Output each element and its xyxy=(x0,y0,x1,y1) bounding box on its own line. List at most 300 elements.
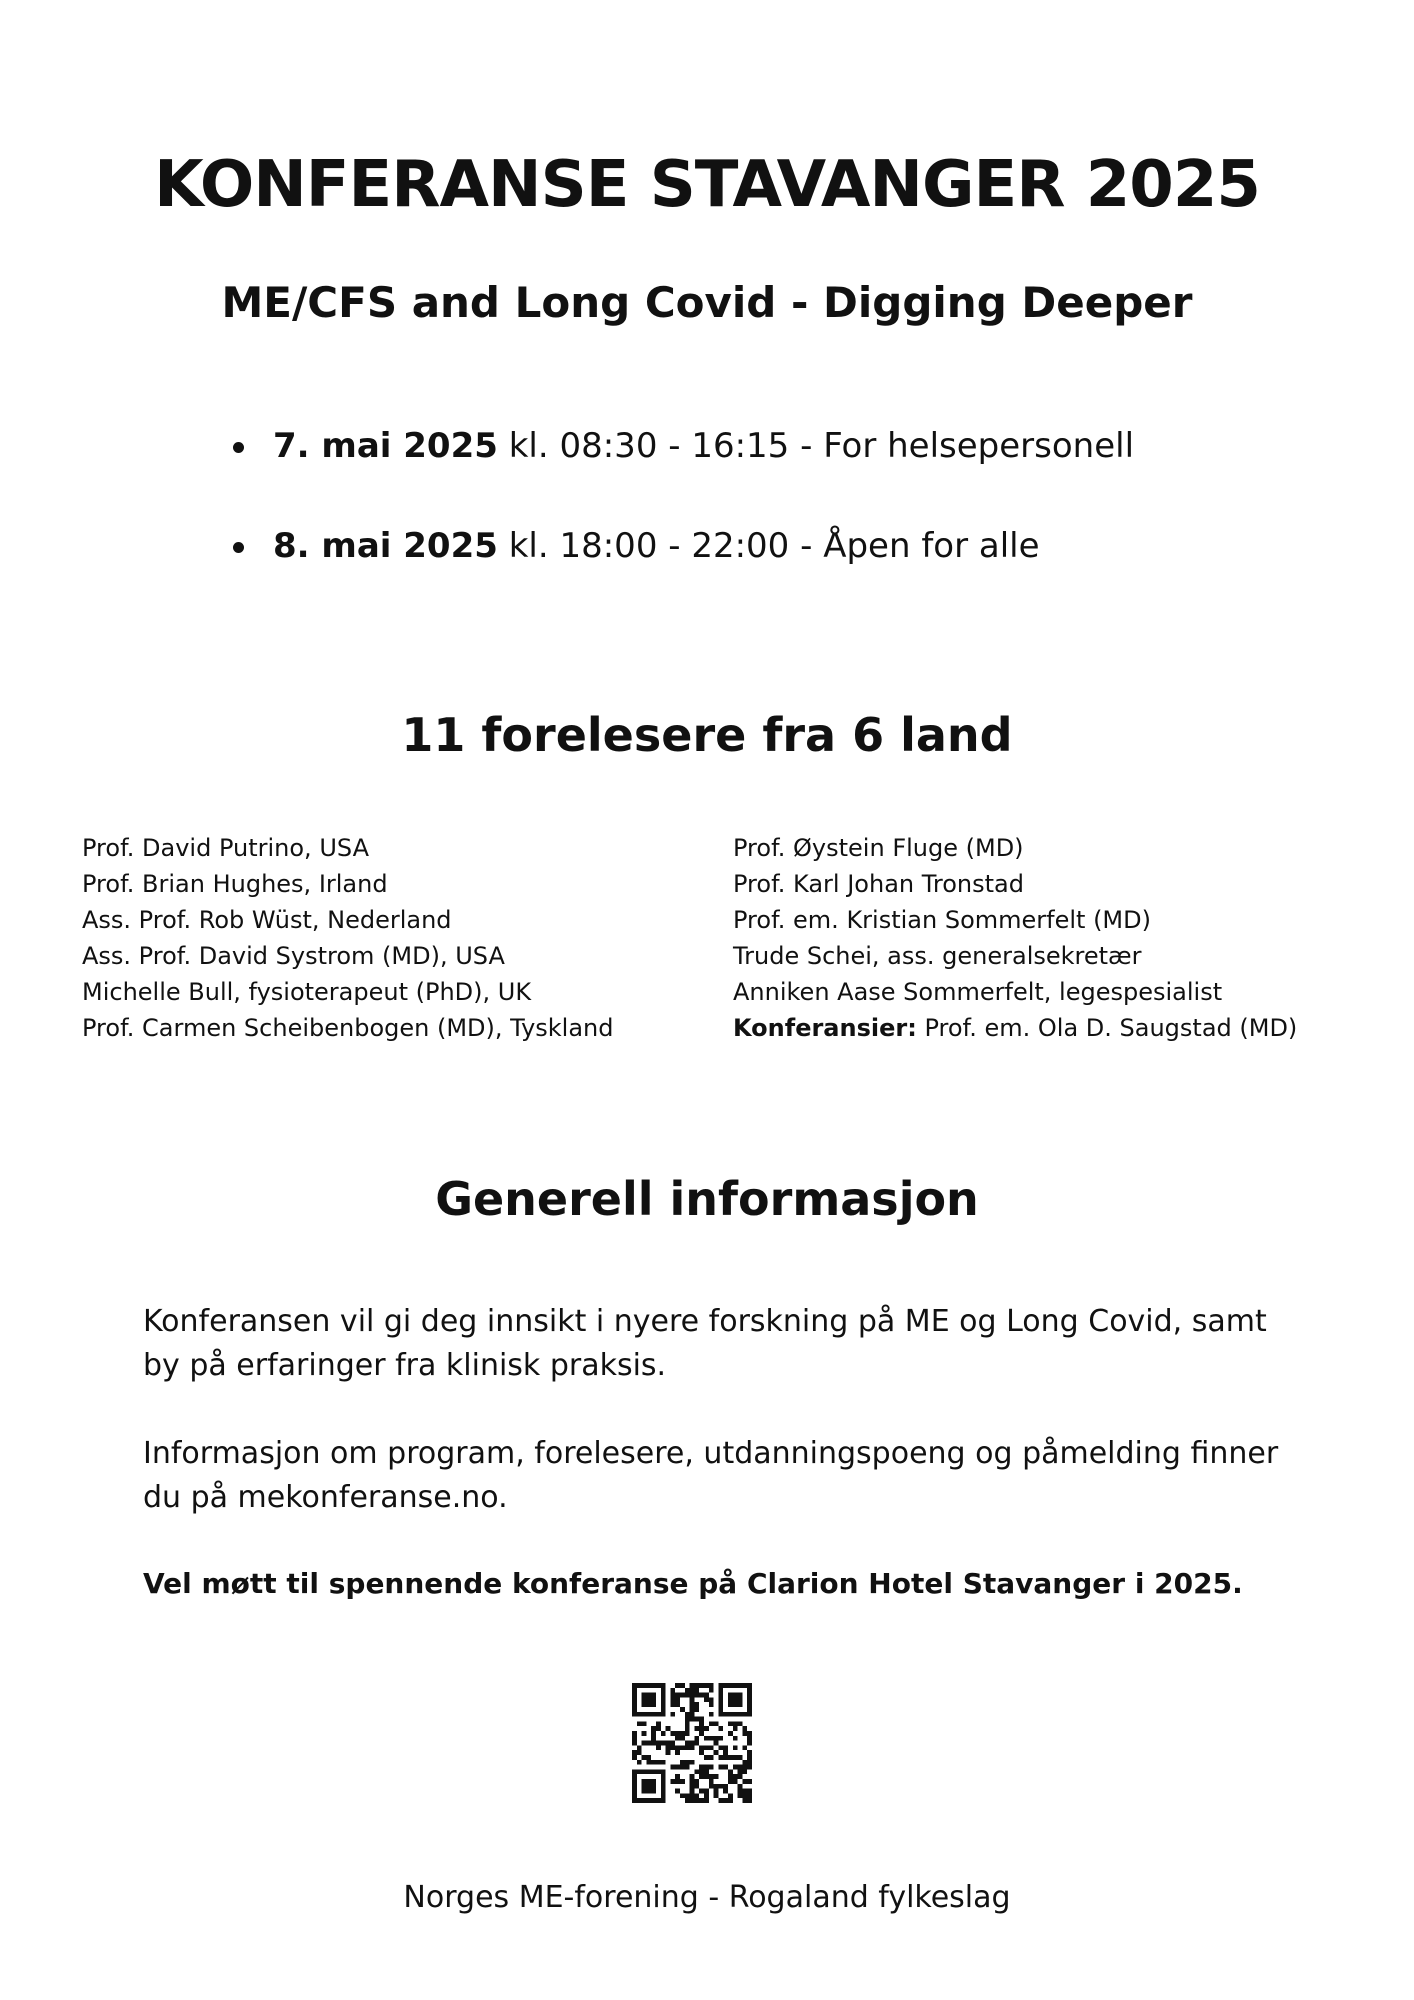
qr-module xyxy=(651,1731,656,1736)
qr-module xyxy=(718,1765,723,1770)
qr-module xyxy=(728,1721,733,1726)
qr-module xyxy=(742,1760,747,1765)
speaker-item: Prof. Karl Johan Tronstad xyxy=(733,870,1024,898)
qr-module xyxy=(694,1798,699,1803)
qr-module xyxy=(690,1793,695,1798)
speaker-item: Trude Schei, ass. generalsekretær xyxy=(733,942,1142,970)
qr-module xyxy=(723,1789,728,1794)
qr-module xyxy=(742,1745,747,1750)
qr-module xyxy=(632,1774,637,1779)
qr-module xyxy=(694,1741,699,1746)
qr-module xyxy=(738,1697,743,1702)
qr-module xyxy=(632,1683,637,1688)
qr-module xyxy=(646,1760,651,1765)
qr-module xyxy=(723,1750,728,1755)
qr-module xyxy=(714,1789,719,1794)
qr-module xyxy=(718,1693,723,1698)
date-details: kl. 08:30 - 16:15 - For helsepersonell xyxy=(497,426,1135,466)
qr-module xyxy=(733,1702,738,1707)
qr-module xyxy=(666,1726,671,1731)
qr-module xyxy=(728,1697,733,1702)
qr-module xyxy=(646,1755,651,1760)
qr-module xyxy=(646,1798,651,1803)
qr-module xyxy=(714,1774,719,1779)
qr-module xyxy=(646,1712,651,1717)
qr-module xyxy=(642,1697,647,1702)
qr-module xyxy=(742,1683,747,1688)
qr-module xyxy=(680,1765,685,1770)
qr-module xyxy=(733,1765,738,1770)
qr-module xyxy=(733,1755,738,1760)
qr-module xyxy=(685,1688,690,1693)
qr-module xyxy=(642,1693,647,1698)
qr-module xyxy=(651,1726,656,1731)
speaker-item: Prof. em. Kristian Sommerfelt (MD) xyxy=(733,906,1151,934)
qr-module xyxy=(651,1798,656,1803)
qr-module xyxy=(690,1717,695,1722)
qr-module xyxy=(642,1755,647,1760)
qr-module xyxy=(709,1779,714,1784)
qr-module xyxy=(651,1784,656,1789)
qr-module xyxy=(723,1784,728,1789)
qr-module xyxy=(670,1693,675,1698)
qr-module xyxy=(718,1702,723,1707)
qr-module xyxy=(728,1755,733,1760)
qr-module xyxy=(656,1760,661,1765)
qr-module xyxy=(642,1741,647,1746)
qr-module xyxy=(685,1712,690,1717)
qr-module xyxy=(675,1731,680,1736)
qr-module xyxy=(718,1755,723,1760)
qr-module xyxy=(747,1736,752,1741)
qr-module xyxy=(685,1793,690,1798)
welcome-paragraph: Vel møtt til spennende konferanse på Clarion Hotel Stavanger i 2025. xyxy=(143,1567,1243,1600)
qr-module xyxy=(690,1774,695,1779)
qr-module xyxy=(675,1745,680,1750)
date-label: 7. mai 2025 xyxy=(273,426,498,466)
qr-module xyxy=(680,1760,685,1765)
qr-module xyxy=(656,1683,661,1688)
qr-module xyxy=(747,1702,752,1707)
host-item xyxy=(733,1010,1297,1046)
qr-module xyxy=(694,1702,699,1707)
speaker-item: Ass. Prof. Rob Wüst, Nederland xyxy=(82,906,452,934)
qr-module xyxy=(742,1731,747,1736)
host-name: Prof. em. Ola D. Saugstad (MD) xyxy=(916,1014,1298,1042)
qr-module xyxy=(690,1784,695,1789)
qr-module xyxy=(651,1712,656,1717)
qr-module xyxy=(747,1765,752,1770)
qr-module xyxy=(742,1789,747,1794)
qr-module xyxy=(704,1774,709,1779)
qr-module xyxy=(718,1736,723,1741)
qr-module xyxy=(733,1736,738,1741)
qr-module xyxy=(642,1683,647,1688)
qr-module xyxy=(704,1693,709,1698)
qr-module xyxy=(742,1769,747,1774)
qr-module xyxy=(661,1712,666,1717)
qr-module xyxy=(709,1688,714,1693)
qr-module xyxy=(642,1712,647,1717)
qr-module xyxy=(733,1693,738,1698)
qr-module xyxy=(632,1697,637,1702)
qr-module xyxy=(685,1726,690,1731)
qr-module xyxy=(723,1765,728,1770)
qr-module xyxy=(637,1745,642,1750)
qr-module xyxy=(685,1717,690,1722)
qr-module xyxy=(661,1789,666,1794)
qr-module xyxy=(632,1769,637,1774)
qr-module xyxy=(699,1798,704,1803)
qr-module xyxy=(632,1693,637,1698)
qr-module xyxy=(699,1765,704,1770)
qr-module xyxy=(704,1683,709,1688)
qr-module xyxy=(670,1779,675,1784)
qr-module xyxy=(656,1741,661,1746)
qr-module xyxy=(675,1697,680,1702)
qr-module xyxy=(670,1702,675,1707)
qr-module xyxy=(656,1769,661,1774)
qr-module xyxy=(704,1745,709,1750)
qr-module xyxy=(680,1731,685,1736)
qr-module xyxy=(714,1784,719,1789)
qr-module xyxy=(656,1798,661,1803)
qr-module xyxy=(709,1736,714,1741)
qr-module xyxy=(747,1760,752,1765)
qr-module xyxy=(723,1755,728,1760)
qr-module xyxy=(694,1769,699,1774)
qr-module xyxy=(728,1769,733,1774)
qr-module xyxy=(704,1789,709,1794)
qr-module xyxy=(651,1741,656,1746)
qr-module xyxy=(704,1765,709,1770)
date-details: kl. 18:00 - 22:00 - Åpen for alle xyxy=(497,526,1040,566)
qr-module xyxy=(661,1693,666,1698)
qr-module xyxy=(642,1721,647,1726)
qr-module xyxy=(661,1774,666,1779)
qr-module xyxy=(718,1707,723,1712)
qr-module xyxy=(738,1702,743,1707)
qr-module xyxy=(694,1707,699,1712)
qr-module xyxy=(670,1688,675,1693)
qr-module xyxy=(709,1683,714,1688)
qr-module xyxy=(747,1755,752,1760)
qr-module xyxy=(728,1779,733,1784)
qr-module xyxy=(632,1750,637,1755)
speaker-item: Prof. Øystein Fluge (MD) xyxy=(733,834,1024,862)
qr-module xyxy=(661,1683,666,1688)
qr-module xyxy=(685,1741,690,1746)
qr-module xyxy=(670,1741,675,1746)
qr-module xyxy=(699,1693,704,1698)
qr-module xyxy=(646,1769,651,1774)
qr-module xyxy=(670,1731,675,1736)
qr-module xyxy=(690,1789,695,1794)
qr-module xyxy=(738,1793,743,1798)
info-heading: Generell informasjon xyxy=(435,1172,979,1226)
qr-module xyxy=(714,1736,719,1741)
qr-module xyxy=(709,1702,714,1707)
qr-module xyxy=(733,1774,738,1779)
qr-module xyxy=(699,1745,704,1750)
qr-module xyxy=(699,1721,704,1726)
qr-module xyxy=(728,1774,733,1779)
info-paragraph: Konferansen vil gi deg innsikt i nyere forskning på ME og Long Covid, samt by på erfaringer fra klinisk praksis. xyxy=(143,1304,1267,1383)
qr-module xyxy=(738,1712,743,1717)
qr-module xyxy=(690,1697,695,1702)
qr-module xyxy=(661,1707,666,1712)
qr-module xyxy=(728,1683,733,1688)
qr-module xyxy=(709,1774,714,1779)
qr-module xyxy=(723,1745,728,1750)
qr-module xyxy=(733,1745,738,1750)
qr-module xyxy=(685,1731,690,1736)
qr-module xyxy=(646,1779,651,1784)
qr-module xyxy=(738,1784,743,1789)
qr-module xyxy=(685,1760,690,1765)
qr-module xyxy=(632,1731,637,1736)
qr-module xyxy=(651,1760,656,1765)
qr-module xyxy=(718,1745,723,1750)
qr-module xyxy=(661,1793,666,1798)
qr-module xyxy=(728,1693,733,1698)
qr-module xyxy=(651,1769,656,1774)
qr-module xyxy=(714,1721,719,1726)
qr-module xyxy=(632,1784,637,1789)
qr-module xyxy=(656,1712,661,1717)
speaker-item: Prof. Carmen Scheibenbogen (MD), Tyskland xyxy=(82,1014,614,1042)
bullet-icon xyxy=(233,542,244,553)
qr-module xyxy=(646,1693,651,1698)
qr-module xyxy=(675,1702,680,1707)
qr-module xyxy=(646,1697,651,1702)
qr-module xyxy=(656,1726,661,1731)
qr-module xyxy=(738,1765,743,1770)
speakers-heading: 11 forelesere fra 6 land xyxy=(401,708,1013,762)
qr-module xyxy=(742,1779,747,1784)
qr-module xyxy=(694,1683,699,1688)
qr-module xyxy=(675,1789,680,1794)
qr-module xyxy=(632,1793,637,1798)
qr-module xyxy=(690,1745,695,1750)
qr-module xyxy=(651,1693,656,1698)
qr-module xyxy=(694,1726,699,1731)
qr-module xyxy=(642,1789,647,1794)
qr-module xyxy=(728,1798,733,1803)
qr-module xyxy=(642,1702,647,1707)
qr-module xyxy=(675,1765,680,1770)
qr-module xyxy=(747,1707,752,1712)
qr-module xyxy=(680,1693,685,1698)
qr-module xyxy=(632,1798,637,1803)
qr-module xyxy=(675,1750,680,1755)
qr-module xyxy=(728,1712,733,1717)
qr-module xyxy=(642,1798,647,1803)
qr-module xyxy=(694,1717,699,1722)
qr-module xyxy=(728,1702,733,1707)
qr-module xyxy=(733,1697,738,1702)
qr-module xyxy=(646,1741,651,1746)
qr-module xyxy=(637,1712,642,1717)
qr-module xyxy=(680,1707,685,1712)
qr-module xyxy=(661,1784,666,1789)
qr-module xyxy=(680,1736,685,1741)
qr-module xyxy=(699,1750,704,1755)
qr-module xyxy=(651,1683,656,1688)
qr-module xyxy=(747,1789,752,1794)
qr-module xyxy=(742,1712,747,1717)
qr-module xyxy=(642,1784,647,1789)
qr-module xyxy=(661,1688,666,1693)
page-subtitle: ME/CFS and Long Covid - Digging Deeper xyxy=(221,278,1193,327)
qr-module xyxy=(742,1793,747,1798)
qr-module xyxy=(632,1741,637,1746)
qr-module xyxy=(738,1774,743,1779)
qr-module xyxy=(694,1784,699,1789)
qr-module xyxy=(642,1779,647,1784)
qr-module xyxy=(714,1750,719,1755)
qr-module xyxy=(670,1765,675,1770)
qr-module xyxy=(714,1741,719,1746)
qr-module xyxy=(637,1760,642,1765)
qr-module xyxy=(704,1697,709,1702)
qr-module xyxy=(632,1755,637,1760)
qr-module xyxy=(728,1793,733,1798)
qr-module xyxy=(646,1784,651,1789)
qr-module xyxy=(690,1683,695,1688)
qr-module xyxy=(718,1726,723,1731)
qr-module xyxy=(666,1750,671,1755)
qr-module xyxy=(723,1712,728,1717)
qr-module xyxy=(637,1721,642,1726)
qr-module xyxy=(642,1769,647,1774)
qr-module xyxy=(704,1769,709,1774)
qr-module xyxy=(632,1702,637,1707)
qr-module xyxy=(646,1789,651,1794)
qr-module xyxy=(637,1798,642,1803)
qr-module xyxy=(680,1793,685,1798)
qr-module xyxy=(747,1697,752,1702)
qr-module xyxy=(632,1789,637,1794)
speakers-list-right xyxy=(733,830,1297,1046)
qr-module xyxy=(680,1683,685,1688)
qr-module xyxy=(646,1702,651,1707)
qr-module xyxy=(733,1779,738,1784)
qr-module xyxy=(742,1798,747,1803)
qr-module xyxy=(747,1688,752,1693)
qr-module xyxy=(675,1774,680,1779)
qr-module xyxy=(651,1736,656,1741)
qr-code[interactable] xyxy=(632,1683,752,1803)
qr-module xyxy=(738,1769,743,1774)
qr-module xyxy=(642,1731,647,1736)
qr-module xyxy=(733,1712,738,1717)
qr-module xyxy=(685,1798,690,1803)
qr-module xyxy=(670,1745,675,1750)
qr-module xyxy=(632,1707,637,1712)
qr-module xyxy=(680,1745,685,1750)
qr-module xyxy=(704,1726,709,1731)
qr-module xyxy=(699,1769,704,1774)
footer-text: Norges ME-forening - Rogaland fylkeslag xyxy=(403,1880,1011,1915)
qr-module xyxy=(666,1741,671,1746)
qr-module xyxy=(709,1745,714,1750)
qr-module xyxy=(651,1779,656,1784)
qr-module xyxy=(661,1702,666,1707)
qr-module xyxy=(632,1736,637,1741)
qr-module xyxy=(637,1769,642,1774)
qr-module xyxy=(709,1712,714,1717)
qr-module xyxy=(718,1688,723,1693)
qr-module xyxy=(747,1693,752,1698)
qr-module xyxy=(718,1798,723,1803)
qr-module xyxy=(685,1765,690,1770)
qr-module xyxy=(747,1750,752,1755)
qr-module xyxy=(661,1760,666,1765)
qr-module xyxy=(699,1683,704,1688)
qr-module xyxy=(661,1779,666,1784)
qr-module xyxy=(685,1721,690,1726)
qr-module xyxy=(661,1731,666,1736)
qr-module xyxy=(699,1726,704,1731)
qr-module xyxy=(699,1731,704,1736)
qr-module xyxy=(738,1683,743,1688)
qr-module xyxy=(742,1765,747,1770)
qr-module xyxy=(694,1736,699,1741)
qr-module xyxy=(733,1726,738,1731)
qr-module xyxy=(666,1745,671,1750)
qr-module xyxy=(733,1683,738,1688)
qr-module xyxy=(690,1798,695,1803)
speaker-item: Prof. Brian Hughes, Irland xyxy=(82,870,388,898)
qr-module xyxy=(656,1721,661,1726)
qr-module xyxy=(690,1702,695,1707)
qr-module xyxy=(699,1717,704,1722)
qr-module xyxy=(632,1779,637,1784)
bullet-icon xyxy=(233,442,244,453)
qr-module xyxy=(690,1688,695,1693)
qr-module xyxy=(675,1693,680,1698)
qr-module xyxy=(747,1793,752,1798)
info-paragraph: Informasjon om program, forelesere, utdanningspoeng og påmelding finner du på mekonferanse.no. xyxy=(143,1436,1279,1515)
qr-module xyxy=(694,1693,699,1698)
speaker-item: Anniken Aase Sommerfelt, legespesialist xyxy=(733,978,1223,1006)
qr-module xyxy=(709,1765,714,1770)
qr-module xyxy=(675,1779,680,1784)
qr-module xyxy=(733,1721,738,1726)
qr-module xyxy=(690,1741,695,1746)
qr-module xyxy=(723,1683,728,1688)
qr-module xyxy=(709,1697,714,1702)
qr-module xyxy=(704,1755,709,1760)
qr-module xyxy=(661,1798,666,1803)
qr-module xyxy=(661,1697,666,1702)
qr-module xyxy=(742,1726,747,1731)
qr-module xyxy=(656,1745,661,1750)
qr-module xyxy=(699,1789,704,1794)
qr-module xyxy=(747,1731,752,1736)
qr-module xyxy=(670,1697,675,1702)
qr-module xyxy=(685,1693,690,1698)
qr-module xyxy=(747,1798,752,1803)
qr-module xyxy=(747,1683,752,1688)
qr-module xyxy=(651,1789,656,1794)
qr-module xyxy=(694,1779,699,1784)
qr-module xyxy=(718,1697,723,1702)
speakers-list-left xyxy=(82,830,614,1046)
qr-module xyxy=(690,1760,695,1765)
date-label: 8. mai 2025 xyxy=(273,526,498,566)
